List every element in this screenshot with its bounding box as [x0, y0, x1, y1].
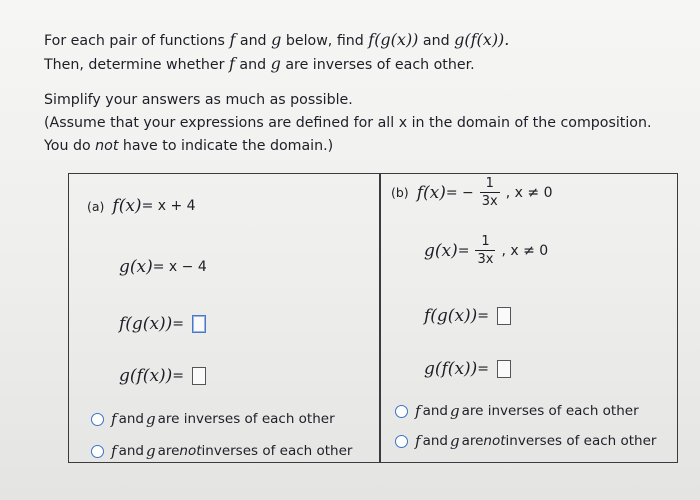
emphasis-not: not — [179, 443, 202, 459]
equals-minus: = − — [445, 184, 474, 201]
part-a-fg-answer-input[interactable] — [192, 315, 206, 333]
f-of-x: f(x) — [416, 182, 446, 203]
instruction-line-4: (Assume that your expressions are defined for all x in the domain of the composition. — [44, 115, 652, 131]
part-a-option-inverses[interactable] — [91, 410, 335, 428]
numerator: 1 — [485, 176, 494, 191]
part-a-gf-row — [119, 366, 206, 386]
instruction-text: have to indicate the domain.) — [118, 138, 334, 154]
option-text: are — [157, 443, 180, 459]
fraction-bar — [475, 250, 495, 251]
instruction-line-2 — [44, 54, 475, 73]
emphasis-not: not — [95, 138, 119, 154]
var-g: g — [145, 410, 156, 428]
instruction-text: and — [234, 57, 271, 73]
var-f: f — [415, 402, 421, 420]
f-rhs: = x + 4 — [141, 198, 196, 214]
column-divider — [379, 174, 381, 462]
f-of-g-of-x: f(g(x)) — [119, 314, 173, 334]
var-f: f — [111, 442, 117, 460]
equals-sign: = — [457, 242, 470, 259]
option-text: are — [461, 433, 484, 449]
option-text: are inverses of each other — [461, 403, 639, 419]
instruction-line-1 — [44, 30, 509, 49]
expr-g-of-f: g(f(x)). — [454, 30, 510, 49]
f-of-x: f(x) — [112, 196, 142, 216]
equals-sign: = — [172, 316, 185, 332]
instruction-line-3: Simplify your answers as much as possible. — [44, 92, 353, 108]
domain-condition: , x ≠ 0 — [501, 242, 549, 259]
numerator: 1 — [481, 234, 490, 249]
instruction-text: below, find — [281, 33, 369, 49]
part-a-g-definition — [119, 257, 207, 277]
var-f: f — [228, 54, 235, 73]
option-text: and — [118, 411, 144, 427]
fraction — [480, 176, 500, 209]
f-of-g-of-x: f(g(x)) — [424, 306, 478, 326]
part-b-g-definition — [424, 234, 548, 267]
emphasis-not: not — [483, 433, 506, 449]
part-a-label: (a) — [87, 198, 105, 214]
instruction-text: For each pair of functions — [44, 33, 230, 49]
fraction-bar — [480, 192, 500, 193]
g-of-x: g(x) — [119, 257, 153, 277]
part-b-gf-row — [424, 359, 511, 379]
option-text: and — [422, 403, 448, 419]
var-g: g — [449, 402, 460, 420]
g-rhs: = x − 4 — [152, 259, 207, 275]
part-b-fg-answer-input[interactable] — [497, 307, 511, 325]
radio-icon[interactable] — [91, 445, 104, 458]
part-b-label: (b) — [391, 185, 409, 201]
domain-condition: , x ≠ 0 — [505, 184, 553, 201]
var-g: g — [145, 442, 156, 460]
part-a-fg-row — [119, 314, 206, 334]
instruction-text: and — [418, 33, 455, 49]
var-g: g — [270, 54, 281, 73]
part-a-option-not-inverses[interactable] — [91, 442, 352, 460]
instruction-text: are inverses of each other. — [280, 57, 475, 73]
part-a-f-definition — [87, 196, 196, 216]
instruction-text: Then, determine whether — [44, 57, 229, 73]
radio-icon[interactable] — [91, 413, 104, 426]
part-b-option-not-inverses[interactable] — [395, 432, 656, 450]
part-b-f-definition — [391, 176, 552, 209]
option-text: inverses of each other — [201, 443, 353, 459]
var-f: f — [111, 410, 117, 428]
g-of-f-of-x: g(f(x)) — [119, 366, 173, 386]
var-g: g — [271, 30, 282, 49]
equals-sign: = — [172, 368, 185, 384]
problem-table — [68, 173, 678, 463]
fraction — [475, 234, 495, 267]
denominator: 3x — [477, 252, 494, 268]
part-b-fg-row — [424, 306, 511, 326]
option-text: are inverses of each other — [157, 411, 335, 427]
option-text: and — [422, 433, 448, 449]
instruction-line-5 — [44, 138, 333, 154]
g-of-f-of-x: g(f(x)) — [424, 359, 478, 379]
g-of-x: g(x) — [424, 240, 458, 261]
denominator: 3x — [481, 194, 498, 210]
part-a-gf-answer-input[interactable] — [192, 367, 206, 385]
var-f: f — [415, 432, 421, 450]
expr-f-of-g: f(g(x)) — [368, 30, 419, 49]
option-text: and — [118, 443, 144, 459]
instruction-text: You do — [44, 138, 96, 154]
radio-icon[interactable] — [395, 405, 408, 418]
radio-icon[interactable] — [395, 435, 408, 448]
option-text: inverses of each other — [505, 433, 657, 449]
part-b-option-inverses[interactable] — [395, 402, 639, 420]
var-g: g — [449, 432, 460, 450]
equals-sign: = — [477, 361, 490, 377]
instruction-text: and — [235, 33, 272, 49]
var-f: f — [229, 30, 236, 49]
equals-sign: = — [477, 308, 490, 324]
part-b-gf-answer-input[interactable] — [497, 360, 511, 378]
